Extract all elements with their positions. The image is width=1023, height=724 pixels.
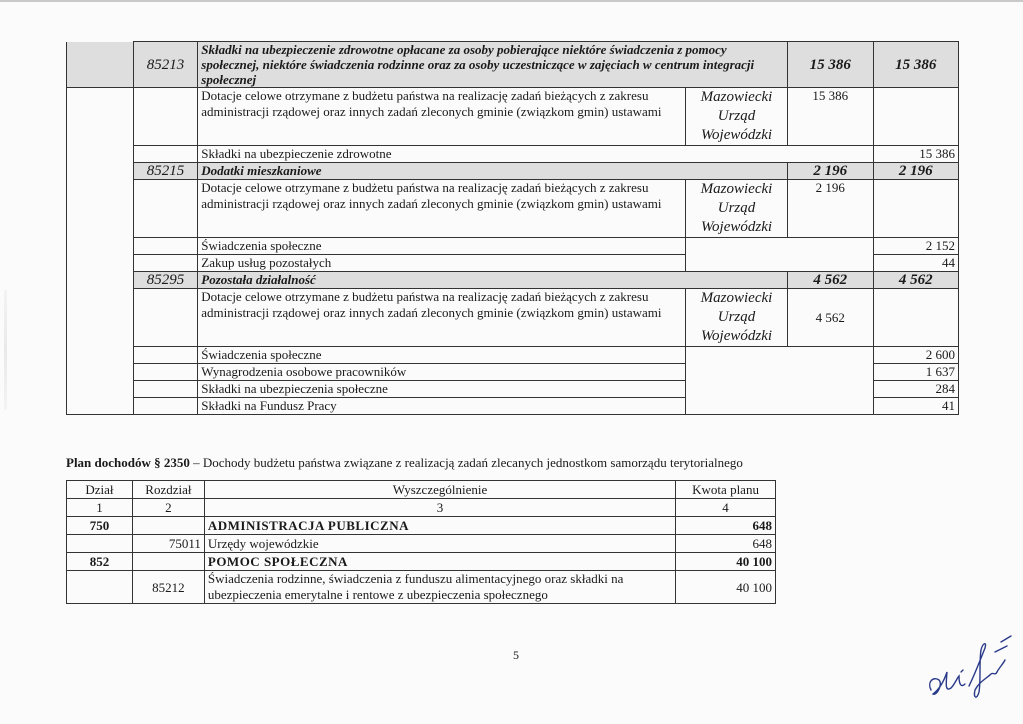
- chapter-row-85213: [67, 42, 959, 88]
- expense-label: Świadczenia społeczne: [198, 238, 686, 255]
- plan-description: POMOC SPOŁECZNA: [204, 553, 675, 571]
- chapter-code: 85295: [133, 272, 198, 289]
- plan-row-dzial-852: [67, 553, 776, 571]
- plan-heading-bold: Plan dochodów § 2350: [66, 455, 190, 470]
- chapter-income-total: 4 562: [788, 272, 873, 289]
- source-description: Dotacje celowe otrzymane z budżetu państwa na realizację zadań bieżących z zakresu administracji rządowej oraz innych zadań zleconych gminie (związkom gmin) ustawami: [198, 180, 686, 238]
- source-income: 4 562: [788, 289, 873, 347]
- plan-description: Urzędy wojewódzkie: [204, 535, 675, 553]
- dzial-code: [67, 535, 133, 553]
- plan-amount: 40 100: [676, 553, 776, 571]
- institution-line: Mazowiecki: [700, 89, 773, 105]
- rozdzial-code: [132, 517, 204, 535]
- handwritten-signature: [925, 628, 1015, 708]
- plan-description: Świadczenia rodzinne, świadczenia z funduszu alimentacyjnego oraz składki na ubezpieczenia emerytalne i rentowe z ubezpieczenia społecznego: [204, 571, 675, 604]
- expense-label: Zakup usług pozostałych: [198, 255, 686, 272]
- institution-line: Mazowiecki: [700, 181, 773, 197]
- expense-label: Składki na Fundusz Pracy: [198, 398, 686, 415]
- rozdzial-code: [132, 553, 204, 571]
- dzial-code: 750: [67, 517, 133, 535]
- source-income: 15 386: [788, 88, 873, 146]
- source-income: 2 196: [788, 180, 873, 238]
- chapter-expense-total: 2 196: [873, 163, 959, 180]
- institution-line: Urząd: [717, 108, 756, 124]
- expense-label: Wynagrodzenia osobowe pracowników: [198, 364, 686, 381]
- institution-line: Wojewódzki: [700, 219, 773, 235]
- chapter-expense-total: 15 386: [873, 42, 959, 88]
- institution-name: [685, 180, 787, 238]
- institution-line: Mazowiecki: [700, 290, 773, 306]
- col-number: 2: [132, 499, 204, 517]
- plan-description: ADMINISTRACJA PUBLICZNA: [204, 517, 675, 535]
- header-kwota: Kwota planu: [676, 481, 776, 499]
- chapter-expense-total: 4 562: [873, 272, 959, 289]
- plan-heading-rest: – Dochody budżetu państwa związane z realizacją zadań zlecanych jednostkom samorządu terytorialnego: [189, 455, 743, 470]
- plan-heading: [66, 455, 743, 471]
- expense-row: [67, 146, 959, 163]
- chapter-row-85215: [67, 163, 959, 180]
- expense-value: 44: [873, 255, 959, 272]
- expense-row: [67, 238, 959, 255]
- chapter-title: Pozostała działalność: [198, 272, 788, 289]
- source-row-85213: [67, 88, 959, 146]
- plan-row-rozdzial-85212: [67, 571, 776, 604]
- col-number: 3: [204, 499, 675, 517]
- dzial-code: [67, 571, 133, 604]
- source-description: Dotacje celowe otrzymane z budżetu państwa na realizację zadań bieżących z zakresu administracji rządowej oraz innych zadań zleconych gminie (związkom gmin) ustawami: [198, 289, 686, 347]
- source-row-85215: [67, 180, 959, 238]
- page-number: 5: [513, 648, 519, 662]
- plan-numbering-row: [67, 499, 776, 517]
- plan-amount: 40 100: [676, 571, 776, 604]
- expense-label: Składki na ubezpieczenie zdrowotne: [198, 146, 873, 163]
- institution-line: Urząd: [717, 309, 756, 325]
- expense-label: Świadczenia społeczne: [198, 347, 686, 364]
- col-number: 4: [676, 499, 776, 517]
- rozdzial-code: 75011: [132, 535, 204, 553]
- chapter-title: Składki na ubezpieczenie zdrowotne opłacane za osoby pobierające niektóre świadczenia z pomocy społecznej, niektóre świadczenia rodzinne oraz za osoby uczestniczące w zajęciach w centrum integracji społecznej: [198, 42, 788, 88]
- budget-continuation-table: [66, 41, 959, 415]
- header-wyszczegolnienie: Wyszczególnienie: [204, 481, 675, 499]
- institution-line: Wojewódzki: [700, 127, 773, 143]
- expense-value: 15 386: [873, 146, 959, 163]
- chapter-income-total: 2 196: [788, 163, 873, 180]
- institution-name: [685, 88, 787, 146]
- plan-amount: 648: [676, 517, 776, 535]
- scan-artifact: [4, 290, 7, 410]
- col-number: 1: [67, 499, 133, 517]
- plan-row-dzial-750: [67, 517, 776, 535]
- chapter-code: 85213: [133, 42, 198, 88]
- plan-amount: 648: [676, 535, 776, 553]
- institution-line: Wojewódzki: [700, 328, 773, 344]
- expense-value: 2 600: [873, 347, 959, 364]
- institution-line: Urząd: [717, 200, 756, 216]
- source-row-85295: [67, 289, 959, 347]
- chapter-title: Dodatki mieszkaniowe: [198, 163, 788, 180]
- plan-header-row: [67, 481, 776, 499]
- header-rozdzial: Rozdział: [132, 481, 204, 499]
- expense-value: 1 637: [873, 364, 959, 381]
- plan-table: [66, 480, 776, 604]
- chapter-row-85295: [67, 272, 959, 289]
- institution-name: [685, 289, 787, 347]
- expense-value: 2 152: [873, 238, 959, 255]
- expense-label: Składki na ubezpieczenia społeczne: [198, 381, 686, 398]
- chapter-code: 85215: [133, 163, 198, 180]
- header-dzial: Dział: [67, 481, 133, 499]
- dzial-code: 852: [67, 553, 133, 571]
- source-description: Dotacje celowe otrzymane z budżetu państwa na realizację zadań bieżących z zakresu administracji rządowej oraz innych zadań zleconych gminie (związkom gmin) ustawami: [198, 88, 686, 146]
- expense-value: 284: [873, 381, 959, 398]
- rozdzial-code: 85212: [132, 571, 204, 604]
- plan-row-rozdzial-75011: [67, 535, 776, 553]
- expense-value: 41: [873, 398, 959, 415]
- chapter-income-total: 15 386: [788, 42, 873, 88]
- scan-top-edge: [0, 0, 1023, 2]
- expense-row: [67, 347, 959, 364]
